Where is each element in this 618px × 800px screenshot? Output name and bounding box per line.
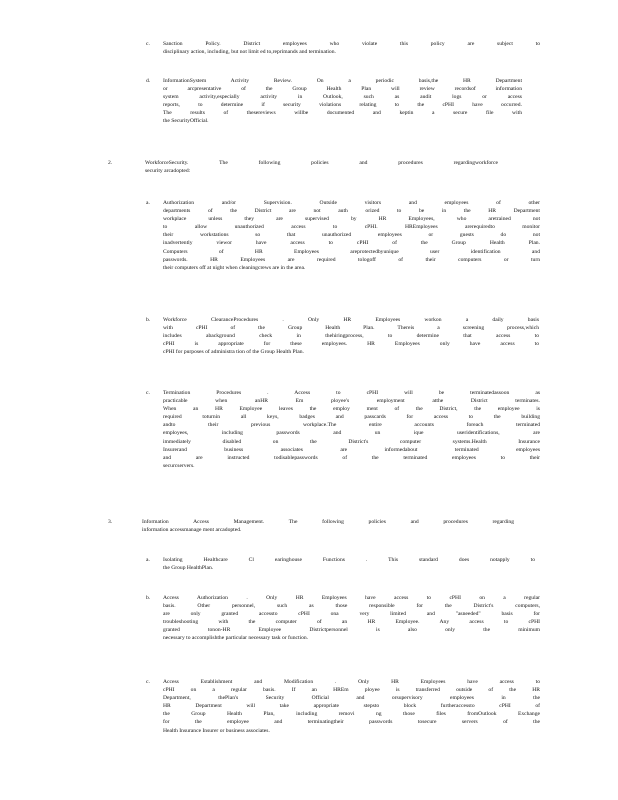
section-heading-line: Information Access Management. The following policies and procedures regarding: [142, 519, 514, 525]
text-line: inadvertently viewor have access to cPHI of the Group Health Plan.: [163, 240, 540, 247]
item-label: c.: [146, 679, 150, 685]
section-heading-line: WorkforceSecurity. The following policies and procedures regardingworkforce: [145, 160, 498, 166]
text-line: The results of thesereviews willbe documented and keptin a secure file with: [163, 110, 522, 117]
text-line: workplace unless they are supervised by HR Employees, who aretrained not: [163, 216, 540, 223]
text-line: their workstations so that unauthorized employees or guests do not: [163, 232, 540, 239]
text-line: cPHI is appropriate for these employees. HR Employees only have access to: [163, 341, 539, 348]
text-line: granted tonon-HR Employee Districtpersonnel is also only the minimum: [163, 627, 540, 634]
text-line: required toturnin all keys, badges and passcards for access to the building: [163, 414, 540, 421]
list-item-workforce-clearance: [163, 316, 539, 356]
text-line: Computers of HR Employees areprotectedbyunique user identification and: [163, 248, 540, 255]
text-line: HR Department will take appropriate stepsto block furtheraccessto cPHI of: [163, 703, 540, 710]
text-line: necessary to accomplishthe particular necessary task or function.: [163, 635, 309, 642]
text-line: system activity,especially activity in Outlook, such as audit logs or access: [163, 94, 522, 101]
text-line: includes abackground check in thehiringprocess, to determine that access to: [163, 333, 539, 340]
text-line: the Group HealthPlan.: [163, 565, 214, 572]
text-line: employees, including passwords and un ique useridentifications, are: [163, 430, 540, 437]
section-number: 3.: [108, 519, 113, 525]
text-line: InformationSystem Activity Review. On a periodic basis,the HR Department: [163, 78, 522, 84]
text-line: information accessmanage ment arcadopted.: [142, 527, 242, 534]
section-number: 2.: [108, 160, 113, 166]
list-item-isolating: [163, 556, 535, 572]
text-line: to allow unauthorized access to cPHI. HREmployees arerequiredto monitor: [163, 224, 540, 231]
list-item-access-authorization: [163, 594, 540, 643]
text-line: Insurerand business associates are informedabout terminated employees: [163, 446, 540, 453]
section-lead-workforce-security: [145, 159, 498, 175]
item-label: c.: [146, 390, 150, 396]
item-label: c.: [146, 41, 150, 47]
text-line: the Group Health Plan, including removi ng those files fromOutlook Exchange: [163, 711, 540, 718]
text-line: and are instructed todisablepasswords of the terminated employees to their: [163, 454, 540, 461]
text-line: securcservers.: [163, 462, 195, 469]
text-line: cPHI for purposes of administra tion of the Group Health Plan.: [163, 349, 304, 356]
text-line: Access Authorization . Only HR Employees have access to cPHI on a regular: [163, 595, 540, 601]
text-line: passwords. HR Employees are required tologoff of their computers or turn: [163, 256, 540, 263]
text-line: andto their previous workplace.The entire accounts foreach terminated: [163, 422, 540, 429]
text-line: Department, thePlan's Security Official and orsupervisory employees in the: [163, 695, 540, 702]
text-line: practicable when anHR Em ployee's employment atthe District terminates.: [163, 398, 540, 405]
text-line: cPHI on a regular basis. If an HREm ployee is transferred outside of the HR: [163, 687, 540, 694]
item-label: b.: [146, 317, 151, 323]
text-line: basis. Other personnel, such as those responsible for the District's computers,: [163, 603, 540, 610]
text-line: reports, to determine if security violations relating to the cPHI have occurred.: [163, 102, 522, 109]
text-line: When an HR Employee leaves the employ ment of the District, the employee is: [163, 406, 540, 413]
text-line: are only granted accessto cPHI ona very limited and "asneeded" basis for: [163, 611, 540, 618]
item-label: a.: [146, 557, 150, 563]
text-line: Isolating Healthcare Cl earinghouse Functions . This standard does notapply to: [163, 557, 535, 563]
text-line: immediately disabled on the District's computer systems.Health Insurance: [163, 438, 540, 445]
text-line: Workforce ClearanceProcedures . Only HR Employees workon a daily basis: [163, 317, 539, 323]
text-line: the SecurityOfficial.: [163, 118, 209, 125]
item-label: b.: [146, 595, 151, 601]
text-line: with cPHI of the Group Health Plan. Thereis a screening process,which: [163, 325, 539, 332]
text-line: Access Establishment and Modification . Only HR Employees have access to: [163, 679, 540, 685]
list-item-authorization: [163, 199, 540, 272]
text-line: security arcadopted:: [145, 168, 191, 175]
text-line: Termination Procedures . Access to cPHI will be terminatedassoon as: [163, 390, 540, 396]
item-label: a.: [146, 200, 150, 206]
list-item-activity-review: [163, 77, 522, 126]
text-line: their computers off at night when cleaningcrews are in the area.: [163, 264, 306, 271]
text-line: Authorization and/or Supervision. Outside visitors and employees of other: [163, 200, 540, 206]
text-line: or arcpresentative of the Group Health Plan will review recordsof information: [163, 86, 522, 93]
text-line: departments of the District are not auth orized to be in the HR Department: [163, 208, 540, 215]
list-item-sanction-policy: [163, 40, 540, 56]
list-item-termination: [163, 389, 540, 470]
text-line: Sanction Policy. District employees who violate this policy are subject to: [163, 41, 540, 47]
section-lead-information-access: [142, 518, 514, 534]
text-line: troubleshooting with the computer of an HR Employee. Any access to cPHI: [163, 619, 540, 626]
list-item-access-establishment: [163, 678, 540, 735]
item-label: d.: [146, 78, 151, 84]
text-line: Health Insurance Insurer or business associates.: [163, 727, 270, 734]
text-line: for the employee and terminatingtheir passwords tosecure servers of the: [163, 719, 540, 726]
text-line: disciplinary action, including, but not limit ed to,reprimands and termination.: [163, 49, 336, 56]
